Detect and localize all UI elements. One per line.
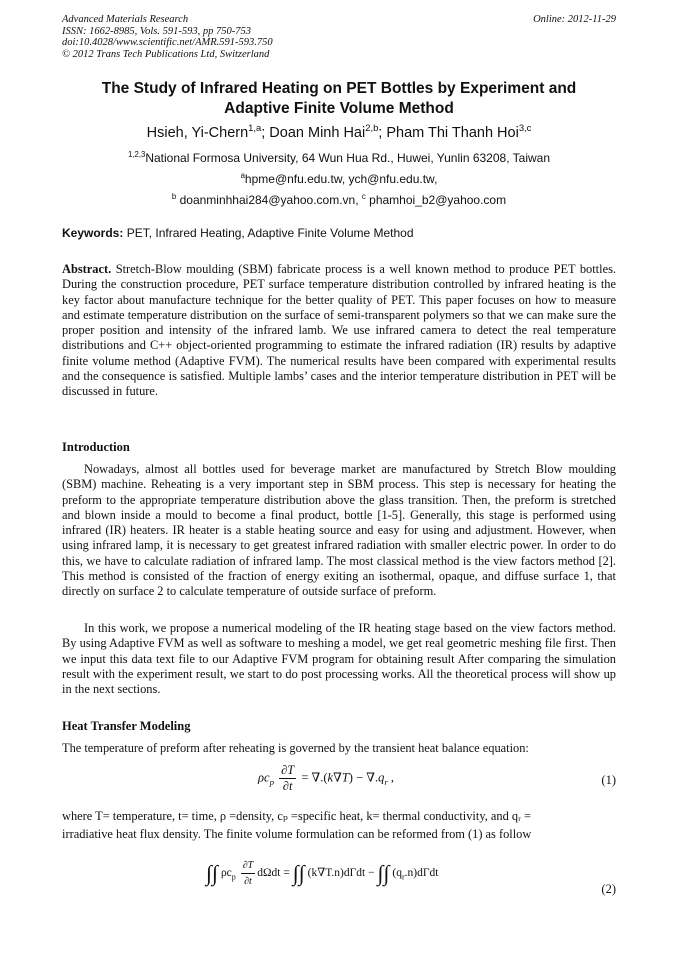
title-line-1: The Study of Infrared Heating on PET Bottles by Experiment and — [101, 80, 577, 97]
keywords-text: PET, Infrared Heating, Adaptive Finite Volume Method — [126, 226, 414, 240]
author-list — [62, 124, 616, 142]
issn-line: ISSN: 1662-8985, Vols. 591-593, pp 750-753 — [62, 25, 251, 37]
email-line-1 — [62, 169, 616, 190]
heat-transfer-heading: Heat Transfer Modeling — [62, 719, 191, 733]
title-line-2: Adaptive Finite Volume Method — [224, 100, 454, 117]
introduction-paragraph-1: Nowadays, almost all bottles used for beverage market are manufactured by Stretch Blow moulding (SBM) machine. Reheating is a very important step in SBM process. This step is necessary for heating the preform to the appropriate temperature distribution above the glass transition. Then, the preform is stretched and blown inside a mould to become a final product, bottle [1-5]. Generally, this stage is performed using infrared (IR) heaters. IR heater is a stable heating source and easy for using and adjustment. However, when using infrared lamp, it is necessary to get greatest infrared radiation with smaller electric power. In order to do this, we have to calculate radiation of infrared lamp. The most classical method is the view factors method [2]. This method is consisted of the fraction of energy exiting an isothermal, opaque, and diffuse surface 1, that directly on surface 2 to calculate temperature of outside surface of preform. — [62, 462, 616, 599]
author-1: Hsieh, Yi-Chern — [146, 125, 249, 141]
keywords-label: Keywords: — [62, 226, 124, 240]
affiliation-block — [62, 148, 616, 211]
introduction-heading: Introduction — [62, 440, 130, 454]
email-a-sup: a — [240, 171, 245, 180]
author-2-sup: 2,b — [365, 122, 379, 134]
equation-2-number: (2) — [601, 882, 616, 896]
email-b: doanminhhai284@yahoo.com.vn, — [179, 193, 359, 207]
online-date: Online: 2012-11-29 — [533, 14, 616, 25]
paper-title — [62, 79, 616, 119]
author-3-sup: 3,c — [518, 122, 532, 134]
email-c-sup: c — [361, 192, 366, 201]
author-1-sup: 1,a — [248, 122, 262, 134]
doi-line: doi:10.4028/www.scientific.net/AMR.591-593.750 — [62, 37, 273, 48]
equation-1: $\rho c_p$ $\frac{\partial T}{\partial t}$ = $\nabla.(k\nabla T) - \nabla.q_r$ , — [258, 763, 395, 793]
finite-volume-intro: irradiative heat flux density. The finite volume formulation can be reformed from (1) as follow — [62, 827, 532, 841]
introduction-paragraph-2: In this work, we propose a numerical modeling of the IR heating stage based on the view factors method. By using Adaptive FVM as well as software to meshing a model, we get real geometric meshing file first. Then we input this data text file to our Adaptive FVM program for obtaining result After comparing the simulation result with the experiment result, we start to do post processing works. All the theoretical process will show up in the next sections. — [62, 621, 616, 697]
affiliation-text: National Formosa University, 64 Wun Hua Rd., Huwei, Yunlin 63208, Taiwan — [145, 151, 550, 165]
author-3: ; Pham Thi Thanh Hoi — [378, 125, 519, 141]
journal-header — [62, 14, 616, 60]
abstract-text: Stretch-Blow moulding (SBM) fabricate process is a well known method to produce PET bottles. During the construction procedure, PET surface temperature distribution controlled by infrared heating is the key factor about manufacture technique for the better quality of PET. This paper focuses on how to measure and estimate temperature distribution on the surface of semi-transparent polymers so that we can make sure the proper position and intensity of the infrared lamb. We use infrared camera to detect the real temperature distributions and C++ object-oriented programming to estimate the infrared radiation (IR) results by adaptive finite volume method (Adaptive FVM). The numerical results have been compared with experimental results and the consequence is satisfied. Multiple lambs’ cases and the interior temperature distribution in PET will be discussed in future. — [62, 262, 616, 399]
author-2: ; Doan Minh Hai — [261, 125, 366, 141]
affiliation-sup: 1,2,3 — [128, 150, 146, 159]
abstract-label: Abstract. — [62, 262, 112, 276]
heat-balance-intro: The temperature of preform after reheating is governed by the transient heat balance equation: — [62, 741, 529, 755]
email-line-2 — [62, 190, 616, 211]
email-a: hpme@nfu.edu.tw, ych@nfu.edu.tw, — [244, 172, 438, 186]
email-c: phamhoi_b2@yahoo.com — [369, 193, 507, 207]
variable-definitions: where T= temperature, t= time, ρ =density, cₚ =specific heat, k= thermal conductivity, and qᵣ = — [62, 809, 532, 823]
equation-1-number: (1) — [601, 773, 616, 787]
journal-name: Advanced Materials Research — [62, 14, 189, 25]
equation-2: ∫∫ $\rho c_p$ $\frac{\partial T}{\partial t}$ dΩdt = ∫∫ (k∇T.n)dΓdt − ∫∫ $(q_r.n)d\Gamma dt$ — [206, 860, 439, 887]
affiliation-line — [62, 148, 616, 169]
abstract-paragraph — [62, 262, 616, 400]
keywords-line — [62, 226, 616, 240]
email-b-sup: b — [171, 192, 177, 201]
copyright-line: © 2012 Trans Tech Publications Ltd, Switzerland — [62, 48, 270, 60]
